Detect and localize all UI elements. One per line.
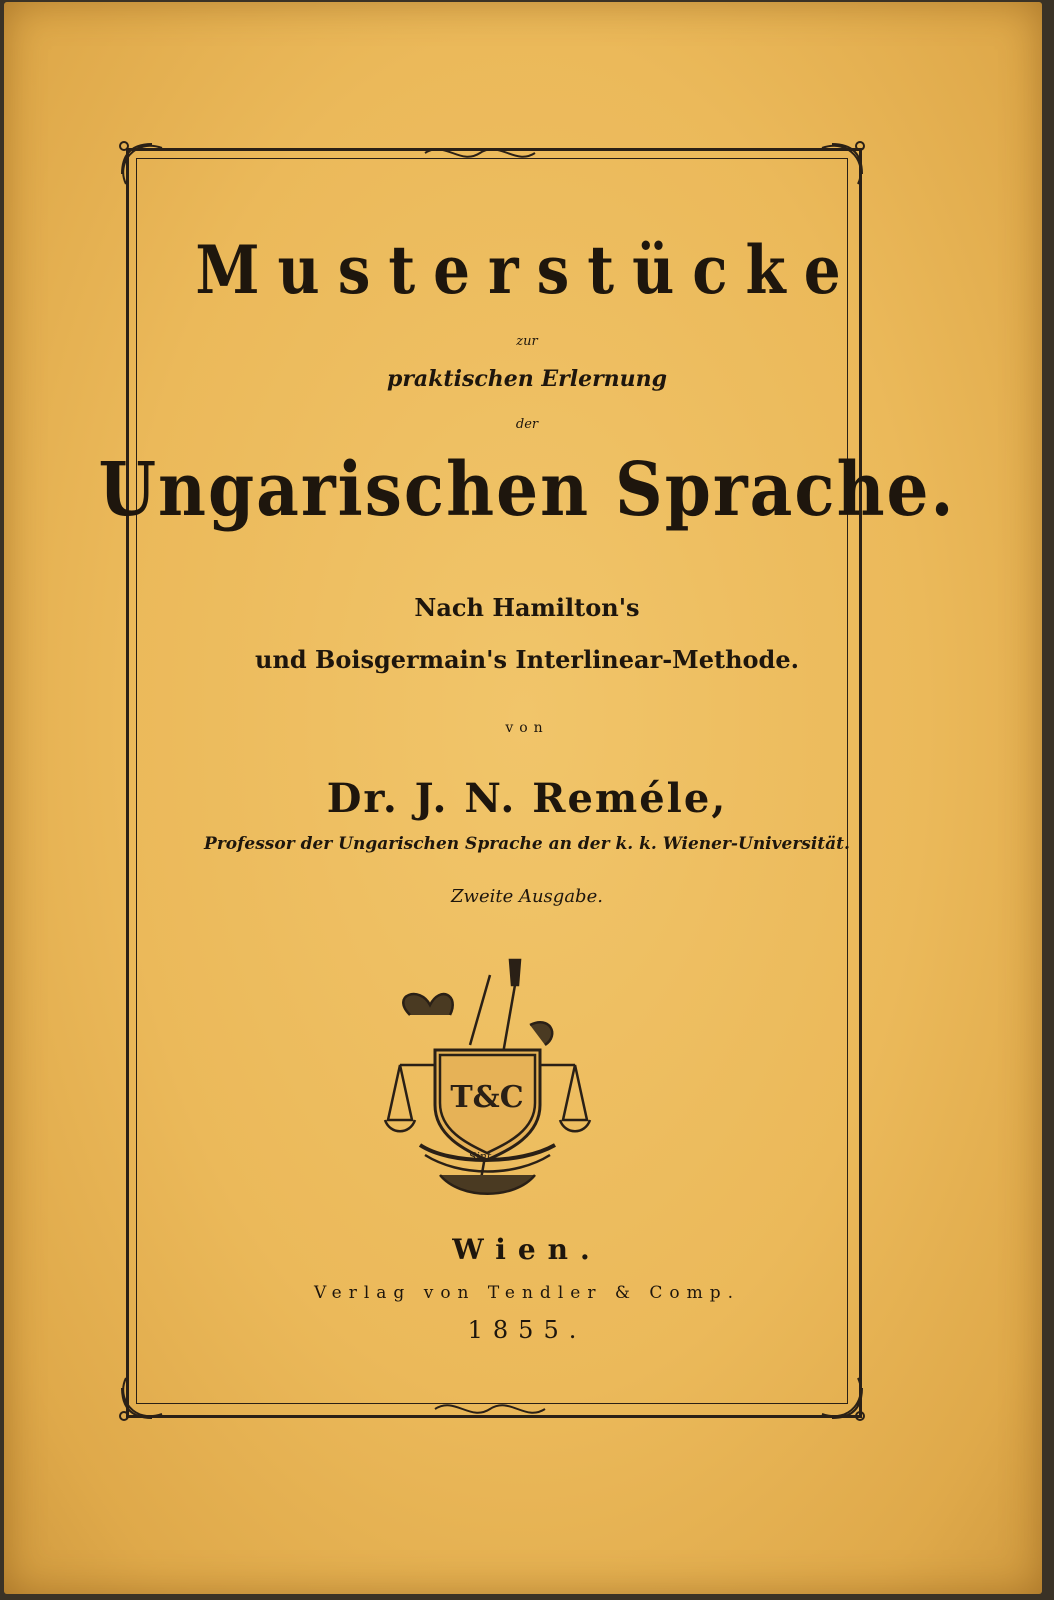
corner-ornament-icon — [812, 134, 872, 194]
author-name: Dr. J. N. Reméle, — [326, 775, 728, 822]
corner-ornament-icon — [112, 1368, 172, 1428]
main-title: Ungarischen Sprache. — [98, 445, 956, 533]
author-title: Professor der Ungarischen Sprache an der k. k. Wiener-Universität. — [204, 834, 850, 854]
subtitle-line-2: und Boisgermain's Interlinear-Methode. — [255, 645, 799, 674]
publication-year: 1855. — [467, 1316, 587, 1344]
emblem-motto: Sint ... — [468, 1150, 506, 1163]
corner-ornament-icon — [112, 134, 172, 194]
subtitle-line-1: Nach Hamilton's — [414, 593, 640, 622]
title-line-2: zur — [516, 334, 538, 349]
by-line: von — [505, 720, 549, 736]
corner-ornament-icon — [812, 1368, 872, 1428]
publisher-name: Verlag von Tendler & Comp. — [313, 1283, 741, 1303]
title-line-3: praktischen Erlernung — [386, 366, 668, 392]
publisher-emblem-icon — [380, 955, 595, 1205]
emblem-monogram: T&C — [450, 1080, 524, 1115]
publication-place: Wien. — [452, 1233, 602, 1266]
edition-label: Zweite Ausgabe. — [451, 886, 603, 907]
title-line-1: Musterstücke — [195, 230, 859, 310]
scroll-ornament-icon — [420, 140, 540, 166]
title-line-4: der — [515, 417, 539, 432]
scroll-ornament-icon — [430, 1396, 550, 1422]
